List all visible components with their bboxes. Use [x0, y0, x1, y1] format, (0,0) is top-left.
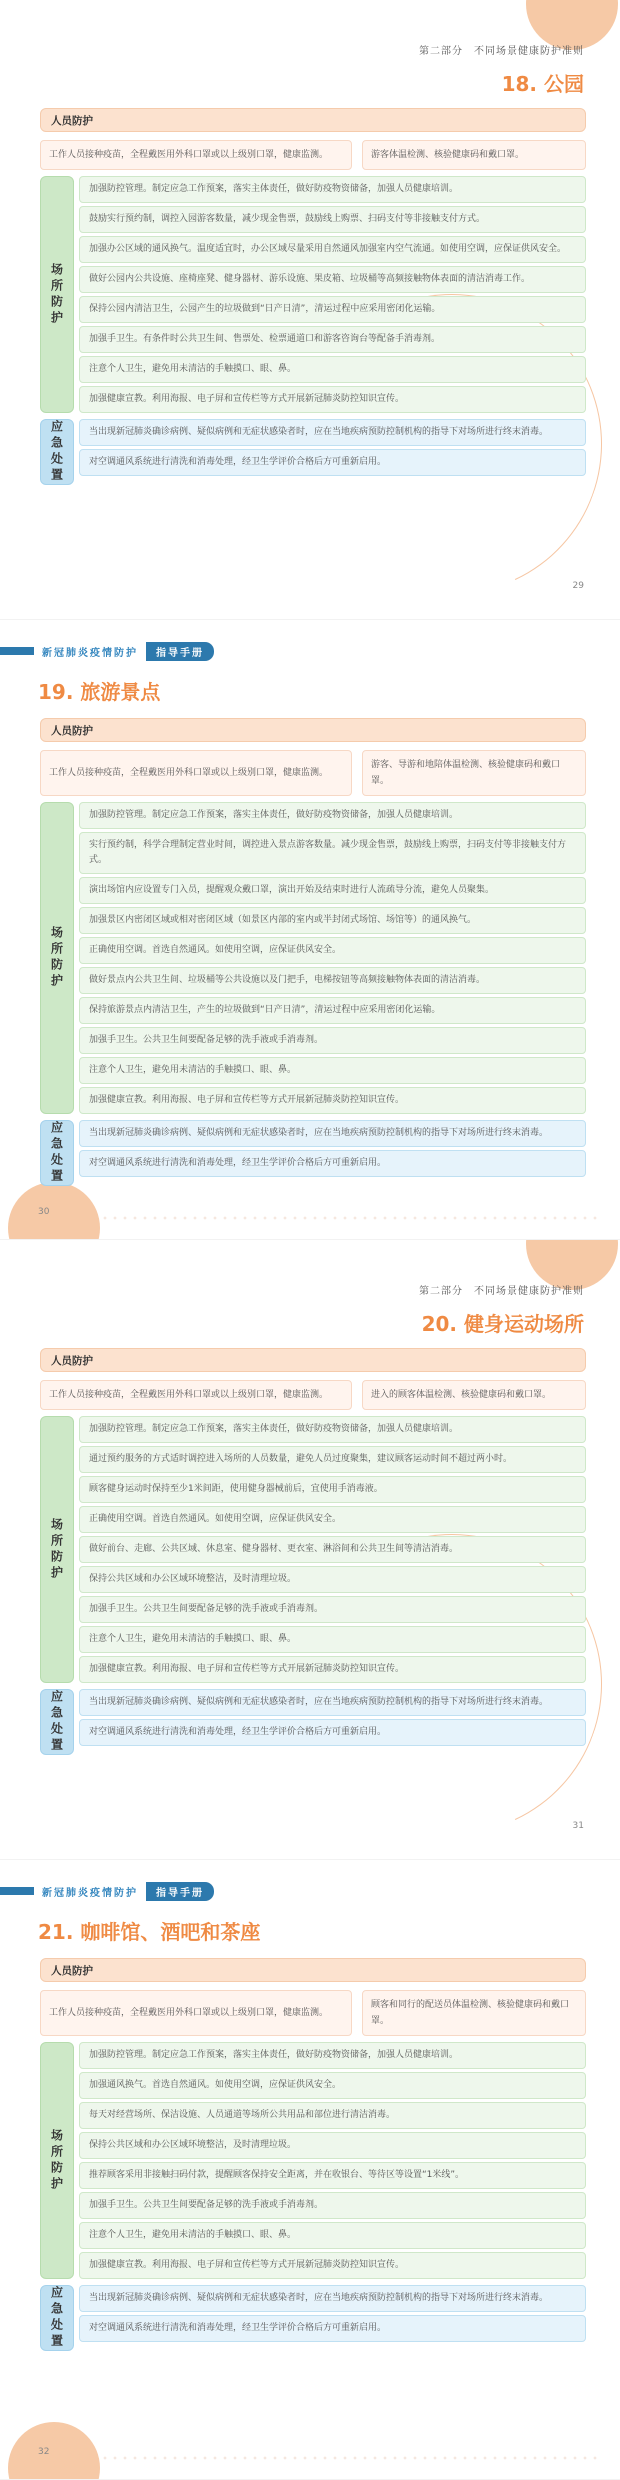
banner-text: 新冠肺炎疫情防护 — [42, 1887, 138, 1899]
list-item: 加强手卫生。公共卫生间要配备足够的洗手液或手消毒剂。 — [79, 1596, 586, 1623]
section-title: 18. 公园 — [501, 72, 584, 96]
part-label: 第二部分 不同场景健康防护准则 — [419, 1286, 584, 1297]
site-protection-group — [40, 1416, 586, 1683]
list-item: 演出场馆内应设置专门入员，提醒观众戴口罩，演出开始及结束时进行人流疏导分流，避免人员聚集。 — [79, 877, 586, 904]
list-item: 注意个人卫生，避免用未清洁的手触摸口、眼、鼻。 — [79, 1626, 586, 1653]
decorative-dots — [100, 2455, 600, 2461]
staff-protection: 工作人员接种疫苗，全程戴医用外科口罩或以上级别口罩，健康监测。 — [40, 1380, 352, 1410]
guideline-content — [40, 1348, 586, 1755]
list-item: 保持公园内清洁卫生，公园产生的垃圾做到“日产日清”，清运过程中应采用密闭化运输。 — [79, 296, 586, 323]
page-number: 31 — [572, 1821, 584, 1831]
list-item: 对空调通风系统进行清洗和消毒处理，经卫生学评价合格后方可重新启用。 — [79, 1150, 586, 1177]
list-item: 加强防控管理。制定应急工作预案，落实主体责任，做好防疫物资储备，加强人员健康培训。 — [79, 176, 586, 203]
personal-protection-header: 人员防护 — [40, 108, 586, 132]
list-item: 注意个人卫生，避免用未清洁的手触摸口、眼、鼻。 — [79, 356, 586, 383]
list-item: 做好景点内公共卫生间、垃圾桶等公共设施以及门把手，电梯按钮等高频接触物体表面的清洁消毒。 — [79, 967, 586, 994]
visitor-protection: 进入的顾客体温检测、核验健康码和戴口罩。 — [362, 1380, 586, 1410]
page-number: 29 — [572, 581, 584, 591]
list-item: 加强健康宣教。利用海报、电子屏和宣传栏等方式开展新冠肺炎防控知识宣传。 — [79, 1656, 586, 1683]
emergency-label: 应急处置 — [40, 2285, 74, 2351]
list-item: 每天对经营场所、保洁设施、人员通道等场所公共用品和部位进行清洁消毒。 — [79, 2102, 586, 2129]
list-item: 加强防控管理。制定应急工作预案，落实主体责任，做好防疫物资储备，加强人员健康培训。 — [79, 1416, 586, 1443]
list-item: 保持公共区域和办公区域环境整洁，及时清理垃圾。 — [79, 2132, 586, 2159]
emergency-label: 应急处置 — [40, 1120, 74, 1186]
emergency-group — [40, 1689, 586, 1755]
guideline-content — [40, 108, 586, 485]
site-protection-group — [40, 2042, 586, 2279]
guideline-content — [40, 718, 586, 1186]
list-item: 保持公共区域和办公区域环境整洁，及时清理垃圾。 — [79, 1566, 586, 1593]
emergency-label: 应急处置 — [40, 419, 74, 485]
personal-protection-items — [40, 1380, 586, 1410]
page-29 — [0, 0, 620, 620]
visitor-protection: 游客体温检测、核验健康码和戴口罩。 — [362, 140, 586, 170]
list-item: 加强健康宣教。利用海报、电子屏和宣传栏等方式开展新冠肺炎防控知识宣传。 — [79, 386, 586, 413]
site-protection-label: 场所防护 — [40, 802, 74, 1114]
list-item: 实行预约制，科学合理制定营业时间，调控进入景点游客数量。减少现金售票，鼓励线上购票，扫码支付等非接触支付方式。 — [79, 832, 586, 874]
section-title: 21. 咖啡馆、酒吧和茶座 — [38, 1920, 261, 1944]
list-item: 保持旅游景点内清洁卫生，产生的垃圾做到“日产日清”，清运过程中应采用密闭化运输。 — [79, 997, 586, 1024]
banner-tag: 指导手册 — [146, 642, 214, 661]
list-item: 对空调通风系统进行清洗和消毒处理，经卫生学评价合格后方可重新启用。 — [79, 1719, 586, 1746]
list-item: 注意个人卫生，避免用未清洁的手触摸口、眼、鼻。 — [79, 2222, 586, 2249]
personal-protection-header: 人员防护 — [40, 1958, 586, 1982]
list-item: 加强健康宣教。利用海报、电子屏和宣传栏等方式开展新冠肺炎防控知识宣传。 — [79, 2252, 586, 2279]
personal-protection-items — [40, 750, 586, 796]
list-item: 注意个人卫生，避免用未清洁的手触摸口、眼、鼻。 — [79, 1057, 586, 1084]
list-item: 做好公园内公共设施、座椅座凳、健身器材、游乐设施、果皮箱、垃圾桶等高频接触物体表面的清洁消毒工作。 — [79, 266, 586, 293]
list-item: 顾客健身运动时保持至少1米间距，使用健身器械前后，宜使用手消毒液。 — [79, 1476, 586, 1503]
site-protection-group — [40, 176, 586, 413]
list-item: 加强通风换气。首选自然通风。如使用空调，应保证供风安全。 — [79, 2072, 586, 2099]
list-item: 加强健康宣教。利用海报、电子屏和宣传栏等方式开展新冠肺炎防控知识宣传。 — [79, 1087, 586, 1114]
list-item: 鼓励实行预约制，调控入园游客数量，减少现金售票，鼓励线上购票、扫码支付等非接触支付方式。 — [79, 206, 586, 233]
page-31 — [0, 1240, 620, 1860]
personal-protection-header: 人员防护 — [40, 718, 586, 742]
visitor-protection: 游客、导游和地陪体温检测、核验健康码和戴口罩。 — [362, 750, 586, 796]
page-number: 30 — [38, 1207, 50, 1217]
list-item: 当出现新冠肺炎确诊病例、疑似病例和无症状感染者时，应在当地疾病预防控制机构的指导下对场所进行终末消毒。 — [79, 2285, 586, 2312]
list-item: 做好前台、走廊、公共区域、休息室、健身器材、更衣室、淋浴间和公共卫生间等清洁消毒。 — [79, 1536, 586, 1563]
list-item: 当出现新冠肺炎确诊病例、疑似病例和无症状感染者时，应在当地疾病预防控制机构的指导下对场所进行终末消毒。 — [79, 1689, 586, 1716]
emergency-group — [40, 2285, 586, 2351]
section-title: 20. 健身运动场所 — [421, 1312, 584, 1336]
banner — [0, 1882, 214, 1900]
emergency-label: 应急处置 — [40, 1689, 74, 1755]
banner-tag: 指导手册 — [146, 1882, 214, 1901]
decorative-circle — [8, 2422, 100, 2480]
banner-text: 新冠肺炎疫情防护 — [42, 647, 138, 659]
personal-protection-header: 人员防护 — [40, 1348, 586, 1372]
list-item: 加强手卫生。有条件时公共卫生间、售票处、检票通道口和游客咨询台等配备手消毒剂。 — [79, 326, 586, 353]
list-item: 对空调通风系统进行清洗和消毒处理，经卫生学评价合格后方可重新启用。 — [79, 449, 586, 476]
decorative-dots — [100, 1215, 600, 1221]
emergency-group — [40, 1120, 586, 1186]
site-protection-group — [40, 802, 586, 1114]
guideline-content — [40, 1958, 586, 2351]
list-item: 对空调通风系统进行清洗和消毒处理，经卫生学评价合格后方可重新启用。 — [79, 2315, 586, 2342]
list-item: 当出现新冠肺炎确诊病例、疑似病例和无症状感染者时，应在当地疾病预防控制机构的指导下对场所进行终末消毒。 — [79, 419, 586, 446]
list-item: 加强办公区域的通风换气。温度适宜时，办公区域尽量采用自然通风加强室内空气流通。如使用空调，应保证供风安全。 — [79, 236, 586, 263]
staff-protection: 工作人员接种疫苗，全程戴医用外科口罩或以上级别口罩，健康监测。 — [40, 1990, 352, 2036]
list-item: 加强防控管理。制定应急工作预案，落实主体责任，做好防疫物资储备，加强人员健康培训。 — [79, 2042, 586, 2069]
decorative-circle — [8, 1182, 100, 1240]
personal-protection-items — [40, 1990, 586, 2036]
site-protection-label: 场所防护 — [40, 176, 74, 413]
list-item: 加强景区内密闭区域或相对密闭区域（如景区内部的室内或半封闭式场馆、场馆等）的通风换气。 — [79, 907, 586, 934]
banner — [0, 642, 214, 660]
page-32 — [0, 1860, 620, 2480]
page-number: 32 — [38, 2447, 50, 2457]
list-item: 加强手卫生。公共卫生间要配备足够的洗手液或手消毒剂。 — [79, 2192, 586, 2219]
list-item: 加强手卫生。公共卫生间要配备足够的洗手液或手消毒剂。 — [79, 1027, 586, 1054]
staff-protection: 工作人员接种疫苗，全程戴医用外科口罩或以上级别口罩，健康监测。 — [40, 140, 352, 170]
list-item: 正确使用空调。首选自然通风。如使用空调，应保证供风安全。 — [79, 1506, 586, 1533]
list-item: 正确使用空调。首选自然通风。如使用空调，应保证供风安全。 — [79, 937, 586, 964]
visitor-protection: 顾客和同行的配送员体温检测、核验健康码和戴口罩。 — [362, 1990, 586, 2036]
list-item: 当出现新冠肺炎确诊病例、疑似病例和无症状感染者时，应在当地疾病预防控制机构的指导下对场所进行终末消毒。 — [79, 1120, 586, 1147]
emergency-group — [40, 419, 586, 485]
site-protection-label: 场所防护 — [40, 1416, 74, 1683]
personal-protection-items — [40, 140, 586, 170]
section-title: 19. 旅游景点 — [38, 680, 161, 704]
page-30 — [0, 620, 620, 1240]
site-protection-label: 场所防护 — [40, 2042, 74, 2279]
list-item: 加强防控管理。制定应急工作预案，落实主体责任，做好防疫物资储备，加强人员健康培训。 — [79, 802, 586, 829]
part-label: 第二部分 不同场景健康防护准则 — [419, 46, 584, 57]
list-item: 推荐顾客采用非接触扫码付款，提醒顾客保持安全距离，并在收银台、等待区等设置“1米线”。 — [79, 2162, 586, 2189]
staff-protection: 工作人员接种疫苗，全程戴医用外科口罩或以上级别口罩，健康监测。 — [40, 750, 352, 796]
list-item: 通过预约服务的方式适时调控进入场所的人员数量，避免人员过度聚集，建议顾客运动时间不超过两小时。 — [79, 1446, 586, 1473]
